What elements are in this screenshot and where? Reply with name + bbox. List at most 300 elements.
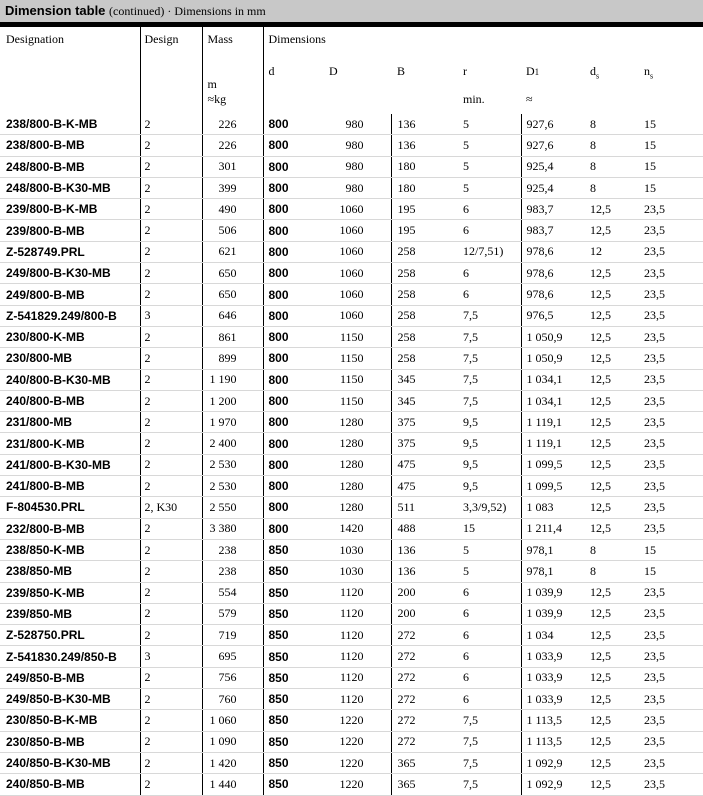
cell-D: 1150 [325, 369, 391, 390]
cell-ds: 12,5 [582, 625, 638, 646]
cell-ns: 23,5 [638, 667, 703, 688]
cell-ns: 23,5 [638, 433, 703, 454]
cell-dsn: 2 [140, 476, 202, 497]
col-designation: Designation [6, 32, 64, 46]
cell-r: 7,5 [455, 731, 521, 752]
table-row [0, 561, 703, 582]
cell-dsn: 2 [140, 284, 202, 305]
cell-ns: 15 [638, 539, 703, 560]
table-row [0, 305, 703, 326]
cell-r: 7,5 [455, 390, 521, 411]
D1-approx-label: ≈ [526, 92, 533, 106]
cell-des: 230/850-B-K-MB [0, 710, 140, 731]
cell-des: 239/850-MB [0, 603, 140, 624]
cell-d: 800 [263, 241, 325, 262]
cell-ns: 23,5 [638, 731, 703, 752]
cell-ns: 23,5 [638, 241, 703, 262]
cell-des: 230/850-B-MB [0, 731, 140, 752]
cell-B: 272 [391, 667, 455, 688]
cell-D: 1030 [325, 539, 391, 560]
cell-B: 195 [391, 199, 455, 220]
cell-D1: 1 113,5 [521, 710, 582, 731]
cell-D1: 976,5 [521, 305, 582, 326]
cell-m: 2 530 [202, 476, 263, 497]
cell-B: 488 [391, 518, 455, 539]
cell-ns: 23,5 [638, 774, 703, 795]
cell-ns: 23,5 [638, 476, 703, 497]
cell-ds: 12,5 [582, 582, 638, 603]
cell-d: 800 [263, 135, 325, 156]
cell-D: 1280 [325, 497, 391, 518]
cell-m: 554 [202, 582, 263, 603]
cell-D1: 1 092,9 [521, 774, 582, 795]
table-row [0, 731, 703, 752]
col-B: B [397, 64, 406, 78]
table-row [0, 199, 703, 220]
table-row [0, 625, 703, 646]
col-D1: D1 [526, 64, 540, 78]
r-min-label: min. [463, 92, 485, 106]
cell-m: 490 [202, 199, 263, 220]
col-ns [638, 64, 703, 92]
cell-r: 9,5 [455, 454, 521, 475]
col-mass: Mass [202, 27, 263, 64]
cell-D: 1150 [325, 390, 391, 411]
cell-D: 980 [325, 156, 391, 177]
cell-D1: 983,7 [521, 199, 582, 220]
cell-D: 1120 [325, 582, 391, 603]
cell-D1: 1 099,5 [521, 476, 582, 497]
cell-d: 800 [263, 476, 325, 497]
cell-r: 15 [455, 518, 521, 539]
cell-B: 200 [391, 603, 455, 624]
cell-d: 800 [263, 114, 325, 135]
cell-des: 232/800-B-MB [0, 518, 140, 539]
table-row [0, 220, 703, 241]
col-ds-label: d [590, 64, 596, 78]
cell-des: 240/800-B-K30-MB [0, 369, 140, 390]
cell-ds: 12,5 [582, 689, 638, 710]
table-row [0, 284, 703, 305]
cell-B: 365 [391, 752, 455, 773]
cell-ds: 12,5 [582, 667, 638, 688]
col-ds-sub: s [596, 71, 600, 81]
table-row [0, 241, 703, 262]
cell-m: 646 [202, 305, 263, 326]
cell-D: 1150 [325, 348, 391, 369]
cell-d: 800 [263, 433, 325, 454]
cell-B: 375 [391, 412, 455, 433]
cell-D1: 1 050,9 [521, 348, 582, 369]
cell-dsn: 2 [140, 689, 202, 710]
col-r: r [463, 64, 467, 78]
cell-ns: 23,5 [638, 390, 703, 411]
table-row [0, 582, 703, 603]
cell-des: 238/800-B-K-MB [0, 114, 140, 135]
cell-D: 980 [325, 135, 391, 156]
cell-des: 241/800-B-K30-MB [0, 454, 140, 475]
cell-D1: 1 092,9 [521, 752, 582, 773]
cell-ds: 12,5 [582, 603, 638, 624]
cell-m: 756 [202, 667, 263, 688]
cell-dsn: 2 [140, 625, 202, 646]
cell-r: 7,5 [455, 305, 521, 326]
cell-des: Z-541829.249/800-B [0, 305, 140, 326]
cell-d: 800 [263, 326, 325, 347]
cell-ds: 12,5 [582, 710, 638, 731]
cell-B: 345 [391, 390, 455, 411]
cell-r: 5 [455, 114, 521, 135]
blank-ds [582, 92, 638, 114]
table-body [0, 114, 703, 795]
cell-dsn: 2 [140, 326, 202, 347]
cell-m: 2 550 [202, 497, 263, 518]
cell-D1: 978,1 [521, 539, 582, 560]
table-row [0, 646, 703, 667]
cell-D1: 925,4 [521, 156, 582, 177]
col-ns-sub: s [650, 71, 654, 81]
col-ds [582, 64, 638, 92]
cell-r: 7,5 [455, 710, 521, 731]
cell-ns: 23,5 [638, 348, 703, 369]
cell-d: 850 [263, 539, 325, 560]
cell-r: 12/7,51) [455, 241, 521, 262]
cell-d: 800 [263, 263, 325, 284]
cell-d: 800 [263, 454, 325, 475]
cell-ns: 23,5 [638, 625, 703, 646]
cell-des: 240/850-B-K30-MB [0, 752, 140, 773]
cell-ns: 23,5 [638, 646, 703, 667]
cell-D: 1060 [325, 284, 391, 305]
blank-ns [638, 92, 703, 114]
cell-D1: 978,6 [521, 263, 582, 284]
cell-D1: 1 033,9 [521, 689, 582, 710]
blank-B [391, 92, 455, 114]
cell-d: 800 [263, 199, 325, 220]
cell-d: 850 [263, 731, 325, 752]
cell-des: 249/850-B-K30-MB [0, 689, 140, 710]
cell-B: 272 [391, 731, 455, 752]
cell-d: 800 [263, 518, 325, 539]
cell-dsn: 2 [140, 241, 202, 262]
cell-ns: 15 [638, 135, 703, 156]
cell-dsn: 2 [140, 433, 202, 454]
cell-r: 6 [455, 603, 521, 624]
cell-ds: 12,5 [582, 646, 638, 667]
table-row [0, 774, 703, 795]
cell-B: 258 [391, 326, 455, 347]
cell-D: 1120 [325, 689, 391, 710]
cell-D1: 1 119,1 [521, 433, 582, 454]
cell-D1: 1 119,1 [521, 412, 582, 433]
cell-B: 375 [391, 433, 455, 454]
cell-ds: 12,5 [582, 731, 638, 752]
blank-d [263, 92, 325, 114]
cell-m: 506 [202, 220, 263, 241]
cell-D1: 927,6 [521, 135, 582, 156]
cell-d: 800 [263, 177, 325, 198]
cell-m: 719 [202, 625, 263, 646]
cell-D: 1060 [325, 199, 391, 220]
cell-m: 861 [202, 326, 263, 347]
cell-D1: 1 033,9 [521, 646, 582, 667]
cell-m: 1 190 [202, 369, 263, 390]
cell-ds: 12,5 [582, 199, 638, 220]
cell-dsn: 2 [140, 731, 202, 752]
cell-B: 511 [391, 497, 455, 518]
cell-dsn: 2 [140, 348, 202, 369]
cell-ns: 23,5 [638, 497, 703, 518]
cell-m: 579 [202, 603, 263, 624]
cell-D1: 927,6 [521, 114, 582, 135]
cell-B: 272 [391, 646, 455, 667]
cell-m: 1 060 [202, 710, 263, 731]
cell-ds: 12,5 [582, 518, 638, 539]
cell-dsn: 2 [140, 454, 202, 475]
cell-dsn: 2 [140, 774, 202, 795]
cell-des: Z-528749.PRL [0, 241, 140, 262]
cell-dsn: 2 [140, 114, 202, 135]
cell-ds: 8 [582, 561, 638, 582]
table-row [0, 752, 703, 773]
cell-ds: 12,5 [582, 752, 638, 773]
cell-D1: 925,4 [521, 177, 582, 198]
cell-D: 1120 [325, 667, 391, 688]
cell-ns: 23,5 [638, 220, 703, 241]
cell-B: 365 [391, 774, 455, 795]
cell-B: 258 [391, 241, 455, 262]
cell-ns: 23,5 [638, 284, 703, 305]
cell-d: 800 [263, 284, 325, 305]
cell-r: 9,5 [455, 412, 521, 433]
cell-D1: 983,7 [521, 220, 582, 241]
table-row [0, 518, 703, 539]
cell-des: 238/850-MB [0, 561, 140, 582]
cell-d: 850 [263, 646, 325, 667]
cell-des: Z-541830.249/850-B [0, 646, 140, 667]
col-D: D [329, 64, 338, 78]
table-units: Dimensions in mm [174, 4, 266, 18]
cell-dsn: 2 [140, 582, 202, 603]
cell-D: 1220 [325, 752, 391, 773]
cell-dsn: 2 [140, 710, 202, 731]
cell-ns: 23,5 [638, 752, 703, 773]
cell-des: 241/800-B-MB [0, 476, 140, 497]
cell-D: 1150 [325, 326, 391, 347]
cell-m: 238 [202, 561, 263, 582]
cell-D1: 978,6 [521, 284, 582, 305]
cell-des: 238/850-K-MB [0, 539, 140, 560]
cell-ds: 12,5 [582, 220, 638, 241]
cell-des: Z-528750.PRL [0, 625, 140, 646]
cell-D1: 1 039,9 [521, 582, 582, 603]
cell-d: 850 [263, 625, 325, 646]
cell-D: 1280 [325, 412, 391, 433]
table-row [0, 348, 703, 369]
cell-dsn: 2 [140, 199, 202, 220]
cell-r: 7,5 [455, 326, 521, 347]
cell-dsn: 2 [140, 667, 202, 688]
cell-D: 1030 [325, 561, 391, 582]
cell-d: 850 [263, 561, 325, 582]
cell-r: 6 [455, 582, 521, 603]
cell-des: 231/800-MB [0, 412, 140, 433]
cell-D1: 978,6 [521, 241, 582, 262]
cell-dsn: 2 [140, 390, 202, 411]
cell-d: 850 [263, 582, 325, 603]
table-row [0, 114, 703, 135]
mass-unit: ≈kg [202, 92, 263, 114]
cell-d: 850 [263, 667, 325, 688]
cell-r: 5 [455, 561, 521, 582]
cell-D: 1280 [325, 454, 391, 475]
cell-des: 238/800-B-MB [0, 135, 140, 156]
cell-B: 180 [391, 177, 455, 198]
blank-D [325, 92, 391, 114]
cell-m: 899 [202, 348, 263, 369]
cell-r: 5 [455, 135, 521, 156]
col-dimensions: Dimensions [263, 27, 703, 64]
cell-r: 6 [455, 284, 521, 305]
table-row [0, 710, 703, 731]
cell-B: 180 [391, 156, 455, 177]
cell-D: 1060 [325, 241, 391, 262]
cell-d: 800 [263, 348, 325, 369]
cell-dsn: 2 [140, 412, 202, 433]
cell-ns: 15 [638, 561, 703, 582]
cell-d: 800 [263, 156, 325, 177]
cell-r: 6 [455, 263, 521, 284]
cell-des: 230/800-K-MB [0, 326, 140, 347]
cell-m: 695 [202, 646, 263, 667]
cell-D: 1220 [325, 710, 391, 731]
cell-ns: 23,5 [638, 603, 703, 624]
cell-ns: 23,5 [638, 582, 703, 603]
cell-d: 800 [263, 497, 325, 518]
cell-m: 760 [202, 689, 263, 710]
cell-dsn: 2 [140, 369, 202, 390]
cell-ns: 15 [638, 177, 703, 198]
cell-ds: 8 [582, 114, 638, 135]
cell-m: 399 [202, 177, 263, 198]
cell-D1: 1 039,9 [521, 603, 582, 624]
cell-d: 800 [263, 305, 325, 326]
cell-dsn: 2 [140, 156, 202, 177]
cell-D1: 1 034,1 [521, 369, 582, 390]
cell-ns: 23,5 [638, 199, 703, 220]
cell-D: 1120 [325, 603, 391, 624]
cell-des: 249/850-B-MB [0, 667, 140, 688]
cell-ds: 12 [582, 241, 638, 262]
cell-B: 475 [391, 476, 455, 497]
table-row [0, 497, 703, 518]
cell-ns: 23,5 [638, 454, 703, 475]
col-d: d [263, 64, 325, 92]
title-separator: · [164, 4, 175, 18]
table-row [0, 390, 703, 411]
cell-D1: 1 033,9 [521, 667, 582, 688]
table-title: Dimension table [5, 3, 106, 18]
cell-D: 1060 [325, 263, 391, 284]
cell-B: 136 [391, 539, 455, 560]
cell-ns: 23,5 [638, 412, 703, 433]
table-row [0, 412, 703, 433]
cell-r: 7,5 [455, 369, 521, 390]
cell-D1: 1 113,5 [521, 731, 582, 752]
table-row [0, 156, 703, 177]
table-row [0, 539, 703, 560]
cell-des: 239/850-K-MB [0, 582, 140, 603]
cell-B: 345 [391, 369, 455, 390]
table-row [0, 603, 703, 624]
cell-r: 7,5 [455, 752, 521, 773]
cell-d: 850 [263, 689, 325, 710]
table-row [0, 433, 703, 454]
cell-ds: 12,5 [582, 433, 638, 454]
cell-dsn: 3 [140, 646, 202, 667]
cell-r: 7,5 [455, 774, 521, 795]
cell-ds: 12,5 [582, 497, 638, 518]
cell-m: 238 [202, 539, 263, 560]
cell-ns: 15 [638, 114, 703, 135]
table-row [0, 667, 703, 688]
col-D1-sub: 1 [534, 67, 540, 77]
cell-D: 1220 [325, 731, 391, 752]
cell-r: 6 [455, 646, 521, 667]
cell-m: 1 440 [202, 774, 263, 795]
cell-D1: 1 034 [521, 625, 582, 646]
cell-ns: 23,5 [638, 305, 703, 326]
cell-r: 6 [455, 667, 521, 688]
cell-B: 272 [391, 625, 455, 646]
cell-r: 6 [455, 625, 521, 646]
cell-ds: 8 [582, 539, 638, 560]
cell-dsn: 2 [140, 603, 202, 624]
cell-ns: 23,5 [638, 518, 703, 539]
cell-d: 800 [263, 220, 325, 241]
cell-r: 7,5 [455, 348, 521, 369]
cell-B: 258 [391, 348, 455, 369]
cell-D1: 1 083 [521, 497, 582, 518]
cell-D1: 1 050,9 [521, 326, 582, 347]
cell-dsn: 2 [140, 220, 202, 241]
cell-D: 1120 [325, 646, 391, 667]
cell-m: 3 380 [202, 518, 263, 539]
cell-r: 6 [455, 199, 521, 220]
cell-m: 1 090 [202, 731, 263, 752]
cell-ds: 12,5 [582, 305, 638, 326]
cell-m: 1 970 [202, 412, 263, 433]
cell-d: 850 [263, 752, 325, 773]
cell-B: 136 [391, 114, 455, 135]
cell-m: 650 [202, 263, 263, 284]
cell-B: 258 [391, 263, 455, 284]
cell-des: 240/800-B-MB [0, 390, 140, 411]
cell-d: 800 [263, 412, 325, 433]
cell-d: 800 [263, 369, 325, 390]
cell-D: 1420 [325, 518, 391, 539]
cell-ns: 23,5 [638, 263, 703, 284]
cell-des: 239/800-B-K-MB [0, 199, 140, 220]
cell-ds: 8 [582, 135, 638, 156]
cell-m: 2 530 [202, 454, 263, 475]
cell-d: 850 [263, 603, 325, 624]
cell-ns: 23,5 [638, 710, 703, 731]
cell-des: F-804530.PRL [0, 497, 140, 518]
cell-B: 200 [391, 582, 455, 603]
cell-d: 850 [263, 710, 325, 731]
mass-symbol: m [202, 64, 263, 92]
